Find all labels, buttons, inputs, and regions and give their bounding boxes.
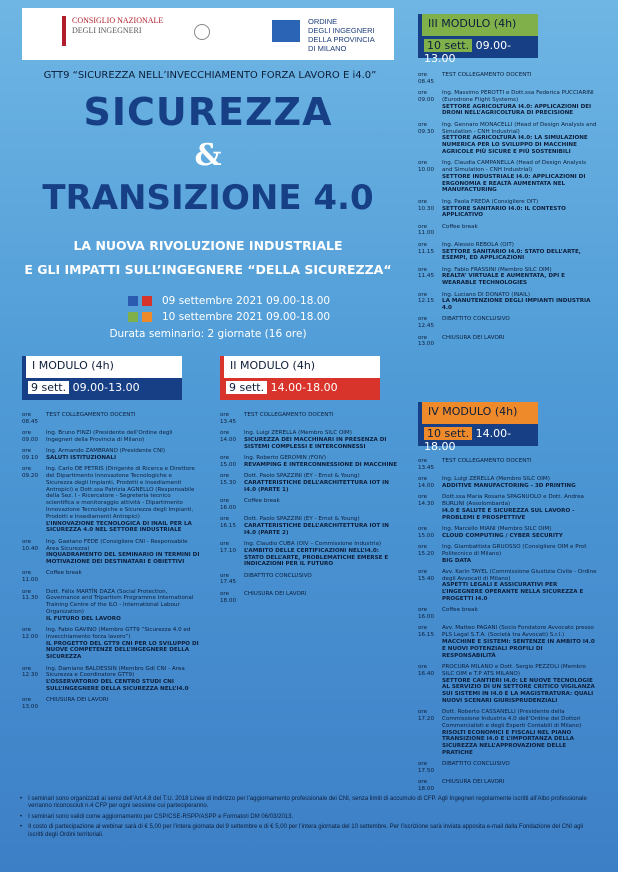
entry-text: Ing. Roberto GEROMIN (FOIV) [244,454,327,461]
module-1-hours: 09.00-13.00 [72,381,140,394]
entry-content [244,573,398,587]
cni-logo-bar [62,16,66,46]
entry-content [442,160,598,194]
entry-text: CHIUSURA DEI LAVORI [46,697,109,704]
entry-time: ore 10.40 [22,538,39,552]
title-line1: SICUREZZA [83,90,333,134]
entry-time: ore 17.10 [220,540,237,554]
entry-time: ore 14.00 [220,430,237,443]
entry-time: ore 17.20 [418,709,435,722]
schedule-entry [418,292,598,312]
entry-text: Ing. Carlo DE PETRIS (Dirigente di Ricerca e Direttore del Dipartimento Innovazione Tecnologiche e Sicurezza degli Impianti, Prodotti e Insediamenti Antropici) e Dott.ssa Patrizia AGNELLO (Responsabile della Sez. I - Ricercatore - Segreteria tecnico scientifica e monitoraggio attività - Dipartimento Innovazione Tecnologiche e Sicurezza degli Impianti, Prodotti e Insediamenti Antropici) [46,466,195,520]
entry-topic: IL FUTURO DEL LAVORO [46,615,121,622]
entry-time: ore 11.15 [418,241,435,255]
entry-content [244,430,398,450]
schedule-entry [418,199,598,219]
schedule-entry [220,591,398,605]
entry-time: ore 09.20 [22,466,39,480]
module-4-time [418,424,538,453]
schedule-entry [22,448,200,462]
entry-topic: CARATTERISTICHE DELL’ARCHITETTURA IOT IN I4.0 (PARTE 1) [244,479,389,493]
entry-content [442,458,598,472]
entry-time: ore 15.00 [418,525,435,539]
schedule-entry [220,573,398,587]
entry-text: Ing. Bruno FINZI (Presidente dell’Ordine degli Ingegneri della Provincia di Milano) [46,430,173,443]
entry-content [244,498,398,512]
entry-text: Ing. Marcello MIANI (Membro SILC OIM) [442,525,552,532]
entry-content [244,473,398,493]
module-2-date: 9 sett. [226,381,267,394]
entry-time: ore 16.15 [220,516,237,529]
ordine-line1: ORDINE [308,17,338,26]
date-day1 [128,295,330,307]
entry-time: ore 13.00 [418,334,435,348]
schedule-entry [22,466,200,534]
day1-square-blue [128,296,138,306]
schedule-entry [418,267,598,287]
entry-text: Ing. Claudia CAMPANELLA (Head of Design Analysis and Simulation - CNH Industrial) [442,160,587,174]
entry-time: ore 18.00 [220,590,237,604]
subtitle-line1: LA NUOVA RIVOLUZIONE INDUSTRIALE [73,238,343,253]
entry-time: ore 11.00 [418,223,435,237]
schedule-entry [22,539,200,566]
schedule-entry [418,664,598,705]
entry-content [442,90,598,117]
schedule-entry [220,412,398,426]
module-4-date: 10 sett. [424,427,472,440]
entry-text: Ing. Gaetano FEDE (Consigliere CNI - Responsabile Area Sicurezza) [46,538,188,552]
schedule-entry [418,122,598,156]
module-1-date: 9 sett. [28,381,69,394]
entry-content [244,541,398,568]
entry-topic: REVAMPING E INTERCONNESSIONE DI MACCHINE [244,461,398,468]
entry-text: Ing. Luigi ZERELLA (Membro SILC OIM) [442,476,550,483]
entry-content [442,607,598,621]
schedule-entry [220,473,398,493]
title-line2: TRANSIZIONE 4.0 [42,178,374,218]
schedule-entry [22,697,200,711]
entry-time: ore 09.00 [22,430,39,443]
module-3-date: 10 sett. [424,39,472,52]
entry-content [244,516,398,536]
entry-text: TEST COLLEGAMENTO DOCENTI [46,412,136,418]
entry-text: Dott. Roberto CASSANELLI (Presidente della Commissione Industria 4.0 dell’Ordine dei Dottori Commercialisti e degli Esperti Contabili di Milano) [442,709,582,729]
entry-time: ore 10.30 [418,198,435,212]
entry-text: DIBATTITO CONCLUSIVO [442,316,510,323]
schedule-entry [418,458,598,472]
entry-content [46,539,200,566]
entry-content [442,122,598,156]
ordine-line3: DELLA PROVINCIA [308,35,375,44]
entry-text: TEST COLLEGAMENTO DOCENTI [442,458,532,464]
entry-content [442,664,598,705]
schedule-entry [418,544,598,564]
schedule-entry [418,90,598,117]
schedule-entry [418,607,598,621]
day2-square-orange [142,312,152,322]
entry-content [442,544,598,564]
entry-time: ore 14.30 [418,494,435,507]
entry-text: Ing. Fabio FRASSINI (Membro SILC OIM) [442,266,552,273]
entry-time: ore 09.10 [22,448,39,461]
entry-content [442,526,598,540]
module-2-header [220,356,380,400]
schedule-entry [22,430,200,444]
ordine-line4: DI MILANO [308,44,347,53]
schedule-entry [220,498,398,512]
entry-content [442,242,598,262]
entry-content [442,224,598,238]
entry-text: Ing. Massimo PEROTTI e Dott.ssa Federica PUCCIARINI (Eurodrone Flight Systems) [442,90,594,103]
entry-time: ore 09.30 [418,121,435,135]
entry-topic: SETTORE CANTIERI I4.0: LE NUOVE TECNOLOGIE AL SERVIZIO DI UN SETTORE CRITICO VIGILANZA SUI SISTEMI IN I4.0 E LA MAGISTRATURA: QUALI NUOVI SCENARI GIURISPRUDENZIALI [442,677,595,704]
entry-time: ore 18.00 [418,779,435,793]
entry-text: TEST COLLEGAMENTO DOCENTI [442,72,532,78]
schedule-entry [418,569,598,603]
entry-topic: LA MANUTENZIONE DEGLI IMPIANTI INDUSTRIA 4.0 [442,298,591,312]
entry-time: ore 10.00 [418,160,435,174]
entry-topic: SETTORE SANITARIO I4.0: STATO DELL’ARTE, ESEMPI, ED APPLICAZIONI [442,248,581,262]
entry-text: PROCURA MILANO e Dott. Sergio PEZZOLI (Membro SILC OIM e T.P ATS MILANO) [442,663,586,677]
entry-text: Dott. Félix MARTÍN DAZA (Social Protection, Governance and Tripartism Programme International Training Centre of the ILO - International Labour Organization) [46,588,194,615]
entry-topic: SICUREZZA DEI MACCHINARI IN PRESENZA DI SISTEMI COMPLESSI E INTERCONNESSI [244,436,387,450]
entry-topic: MACCHINE E SISTEMI: SENTENZE IN AMBITO I4.0 E NUOVI POTENZIALI PROFILI DI RESPONSABILITÀ [442,639,595,659]
module-2-hours: 14.00-18.00 [270,381,338,394]
entry-text: Avv. Matteo PAGANI (Socio Fondatore Avvocato presso PLS Legal S.T.A. (Società tra Avvocati) S.r.l.) [442,625,594,639]
cni-name-line2: DEGLI INGEGNERI [72,26,142,35]
entry-time: ore 15.40 [418,568,435,582]
entry-text: Dott. Paolo SPAZZINI (EY - Ernst & Young) [244,516,360,523]
entry-text: Ing. Fabio GAVINO (Membro GTT9 “Sicurezza 4.0 ed invecchiamento forza lavoro”) [46,627,191,640]
entry-time: ore 17.45 [220,572,237,586]
entry-content [442,72,598,86]
entry-time: ore 17.50 [418,761,435,775]
schedule-entry [22,627,200,661]
entry-time: ore 08.45 [22,412,39,425]
entry-content [244,455,398,469]
schedule-entry [22,412,200,426]
entry-topic: RISOLTI ECONOMICI E FISCALI NEL PIANO TRANSIZIONE I4.0 E L’IMPORTANZA DELLA SICUREZZA NELL’APPROVAZIONE DELLE PRATICHE [442,729,574,756]
module-3-header [418,14,538,65]
entry-time: ore 09.00 [418,90,435,103]
schedule-entry [418,224,598,238]
entry-topic: SALUTI ISTITUZIONALI [46,454,117,461]
entry-content [442,494,598,521]
entry-time: ore 11.45 [418,266,435,280]
module-4-hours: 14.00-18.00 [424,427,512,453]
entry-text: Avv. Karin TAYEL (Commissione Giustizia Civile - Ordine degli Avvocati di Milano) [442,568,597,582]
entry-text: Coffee break [244,497,280,504]
entry-time: ore 11.30 [22,588,39,602]
entry-topic: ADDITIVE MANUFACTORING - 3D PRINTING [442,482,576,489]
entry-content [442,292,598,312]
duration: Durata seminario: 2 giornate (16 ore) [109,328,307,340]
gtt-heading: GTT9 “SICUREZZA NELL’INVECCHIAMENTO FORZA LAVORO E i4.0” [43,70,377,81]
entry-text: Dott.ssa Maria Rosaria SPAGNUOLO e Dott. Andrea BURLINI (Assolombarda) [442,494,584,507]
entry-time: ore 14.00 [418,476,435,489]
date-day2 [128,311,330,323]
entry-topic: IL PROGETTO DEL GTT9 CNI PER LO SVILUPPO DI NUOVE COMPETENZE DELL’INGEGNERE DELLA SICUREZZA [46,640,199,661]
module-3-time [418,36,538,65]
entry-time: ore 13.45 [418,458,435,471]
schedule-entry [418,335,598,349]
entry-topic: REALTA’ VIRTUALE E AUMENTATA, DPI E WEARABLE TECHNOLOGIES [442,273,565,287]
module-4-title: IV MODULO (4h) [418,402,538,424]
entry-text: Coffee break [442,223,478,230]
ordine-logo-icon [272,20,300,42]
entry-topic: BIG DATA [442,557,472,564]
footer-item: • I seminari sono organizzati ai sensi dell’Art.4.8 del T.U. 2018 Linee di Indirizzo per l’aggiornamento professionale dei CNI, senza limiti di accumulo di CFP. Agli Ingegneri regolarmente iscritti all’Albo professionale verranno riconosciuti n.4 CFP per ogni sessione cui parteciperanno. [20,796,598,811]
entry-text: TEST COLLEGAMENTO DOCENTI [244,412,334,418]
day1-square-red [142,296,152,306]
entry-topic: SETTORE SANITARIO I4.0: IL CONTESTO APPLICATIVO [442,205,566,219]
entry-time: ore 12.30 [22,665,39,679]
module-3-title: III MODULO (4h) [418,14,538,36]
entry-content [442,316,598,330]
entry-content [442,569,598,603]
entry-topic: SETTORE AGRICOLTURA I4.0: LA SIMULAZIONE NUMERICA PER LO SVILUPPO DI MACCHINE AGRICOLE PIÙ SICURE E PIÙ SOSTENIBILI [442,135,588,155]
entry-text: Coffee break [46,570,82,577]
schedule-entry [22,589,200,623]
module-2-schedule [220,412,398,609]
date-day2-text: 10 settembre 2021 09.00-18.00 [162,311,331,323]
entry-time: ore 16.40 [418,663,435,677]
module-3-schedule [418,72,598,353]
entry-time: ore 13.00 [22,697,39,710]
entry-content [442,709,598,757]
entry-time: ore 15.20 [418,543,435,557]
entry-text: Ing. Damiano BALDESSIN (Membro Gdl CNI - Area Sicurezza e Coordinatore GTT9) [46,665,185,679]
entry-content [244,412,398,426]
entry-content [442,476,598,490]
entry-content [46,466,200,534]
entry-text: Dott. Paolo SPAZZINI (EY - Ernst & Young) [244,473,360,480]
entry-topic: INQUADRAMENTO DEL SEMINARIO IN TERMINI DI MOTIVAZIONE DEI DESTINATARI E OBIETTIVI [46,552,200,566]
entry-time: ore 08.45 [418,72,435,85]
entry-content [442,761,598,775]
schedule-entry [418,761,598,775]
entry-content [244,591,398,605]
entry-content [442,199,598,219]
entry-content [46,570,200,584]
entry-time: ore 16.15 [418,625,435,639]
entry-text: CHIUSURA DEI LAVORI [244,590,307,597]
module-4-schedule [418,458,598,797]
footer-note-2: I seminari sono validi come aggiornamento per CSP/CSE-RSPP/ASPP e Formatori DM 06/03/2013. [28,813,294,820]
entry-time: ore 12.15 [418,291,435,305]
entry-content [442,779,598,793]
module-3-hours: 09.00-13.00 [424,39,512,65]
footer-note-3: Il costo di partecipazione al webinar sarà di € 5,00 per l’intera giornata del 9 settembre e di € 5,00 per l’intera giornata del 10 settembre. Per l’iscrizione sarà inviata apposita e-mail dalla Fondazione del CNI agli iscritti degli Ordini territoriali. [28,824,584,838]
entry-content [46,412,200,426]
module-1-header [22,356,182,400]
schedule-entry [418,242,598,262]
entry-topic: I4.0 E SALUTE E SICUREZZA SUL LAVORO - PROBLEMI E PROSPETTIVE [442,507,575,521]
schedule-entry [418,779,598,793]
entry-content [442,267,598,287]
cni-name-line1: CONSIGLIO NAZIONALE [72,16,164,25]
schedule-entry [418,625,598,659]
entry-text: CHIUSURA DEI LAVORI [442,334,505,341]
entry-text: Ing. Armando ZAMBRANO (Presidente CNI) [46,448,166,455]
entry-topic: CLOUD COMPUTING / CYBER SECURITY [442,532,563,539]
entry-content [442,625,598,659]
ordine-line2: DEGLI INGEGNERI [308,26,375,35]
schedule-entry [418,526,598,540]
entry-time: ore 12.45 [418,316,435,330]
schedule-entry [220,516,398,536]
title-ampersand: & [194,138,222,173]
entry-topic: SETTORE INDUSTRIALE I4.0: APPLICAZIONI DI ERGONOMIA E REALTÀ AUMENTATA NEL MANUFACTURING [442,173,586,194]
schedule-entry [418,316,598,330]
entry-time: ore 16.00 [418,607,435,621]
schedule-entry [418,709,598,757]
entry-text: Ing. Alessio REBOLA (OIT) [442,241,514,248]
entry-time: ore 11.00 [22,570,39,584]
entry-text: Ing. Luciano DI DONATO (INAIL) [442,291,531,298]
entry-content [46,627,200,661]
day2-square-green [128,312,138,322]
entry-content [46,589,200,623]
entry-text: Ing. Gennaro MONACELLI (Head of Design Analysis and Simulation - CNH Industrial) [442,121,597,135]
entry-text: Ing. Claudio CUBA (OIV – Commissione Industria) [244,540,382,547]
module-1-schedule [22,412,200,715]
footer-item: • Il costo di partecipazione al webinar sarà di € 5,00 per l’intera giornata del 9 settembre e di € 5,00 per l’intera giornata del 10 settembre. Per l’iscrizione sarà inviata apposita e-mail dalla Fondazione del CNI agli iscritti degli Ordini territoriali. [20,824,598,839]
entry-time: ore 15.00 [220,454,237,468]
schedule-entry [220,455,398,469]
date-day1-text: 09 settembre 2021 09.00-18.00 [162,295,331,307]
entry-topic: CARATTERISTICHE DELL’ARCHITETTURA IOT IN I4.0 (PARTE 2) [244,522,389,536]
cni-logo [62,16,163,46]
schedule-entry [418,160,598,194]
entry-content [442,335,598,349]
entry-topic: SETTORE AGRICOLTURA I4.0: APPLICAZIONI DEI DRONI NELL’AGRICOLTURA DI PRECISIONE [442,103,592,117]
schedule-entry [418,476,598,490]
entry-content [46,448,200,462]
entry-time: ore 12.00 [22,627,39,640]
module-1-time [22,378,182,400]
entry-topic: L’OSSERVATORIO DEL CENTRO STUDI CNI SULL’INGEGNERE DELLA SICUREZZA NELL’I4.0 [46,679,189,692]
module-2-time [220,378,380,400]
entry-topic: ASPETTI LEGALI E ASSICURATIVI PER L’INGEGNERE OPERANTE NELLA SICUREZZA E PROGETTI I4.0 [442,582,584,603]
schedule-entry [220,430,398,450]
footer-note-1: I seminari sono organizzati ai sensi dell’Art.4.8 del T.U. 2018 Linee di Indirizzo per l’aggiornamento professionale dei CNI, senza limiti di accumulo di CFP. Agli Ingegneri regolarmente iscritti all’Albo professionale verranno riconosciuti n.4 CFP per ogni sessione cui parteciperanno. [28,796,587,810]
schedule-entry [22,666,200,693]
ordine-name [308,17,375,53]
entry-text: DIBATTITO CONCLUSIVO [442,761,510,768]
footer-notes [20,796,598,842]
entry-time: ore 16.00 [220,497,237,511]
entry-content [46,697,200,711]
schedule-entry [22,570,200,584]
module-1-title: I MODULO (4h) [22,356,182,378]
entry-topic: L’INNOVAZIONE TECNOLOGICA DI INAIL PER LA SICUREZZA 4.0 NEL SETTORE INDUSTRIALE [46,520,192,534]
entry-topic: L’AMBITO DELLE CERTIFICAZIONI NELL’I4.0: STATO DELL’ARTE, PROBLEMATICHE EMERSE E INDICAZIONI PER IL FUTURO [244,547,389,568]
module-2-title: II MODULO (4h) [220,356,380,378]
entry-time: ore 13.45 [220,412,237,425]
entry-text: CHIUSURA DEI LAVORI [442,779,505,786]
entry-text: Ing. Paola FREDA (Consigliere OIT) [442,198,539,205]
schedule-entry [418,494,598,521]
entry-text: Coffee break [442,607,478,614]
entry-text: Ing. Luigi ZERELLA (Membro SILC OIM) [244,430,352,437]
entry-content [46,430,200,444]
entry-content [46,666,200,693]
entry-time: ore 15.30 [220,473,237,486]
schedule-entry [220,541,398,568]
entry-text: Ing. Giambattista GRUOSSO (Consigliere OIM e Prof. Politecnico di Milano) [442,543,588,557]
schedule-entry [418,72,598,86]
subtitle-line2: E GLI IMPATTI SULL’INGEGNERE “DELLA SICUREZZA“ [24,262,392,277]
entry-text: DIBATTITO CONCLUSIVO [244,572,312,579]
module-4-header [418,402,538,453]
republic-seal-icon [194,24,210,40]
footer-item: • I seminari sono validi come aggiornamento per CSP/CSE-RSPP/ASPP e Formatori DM 06/03/2013. [20,813,294,820]
